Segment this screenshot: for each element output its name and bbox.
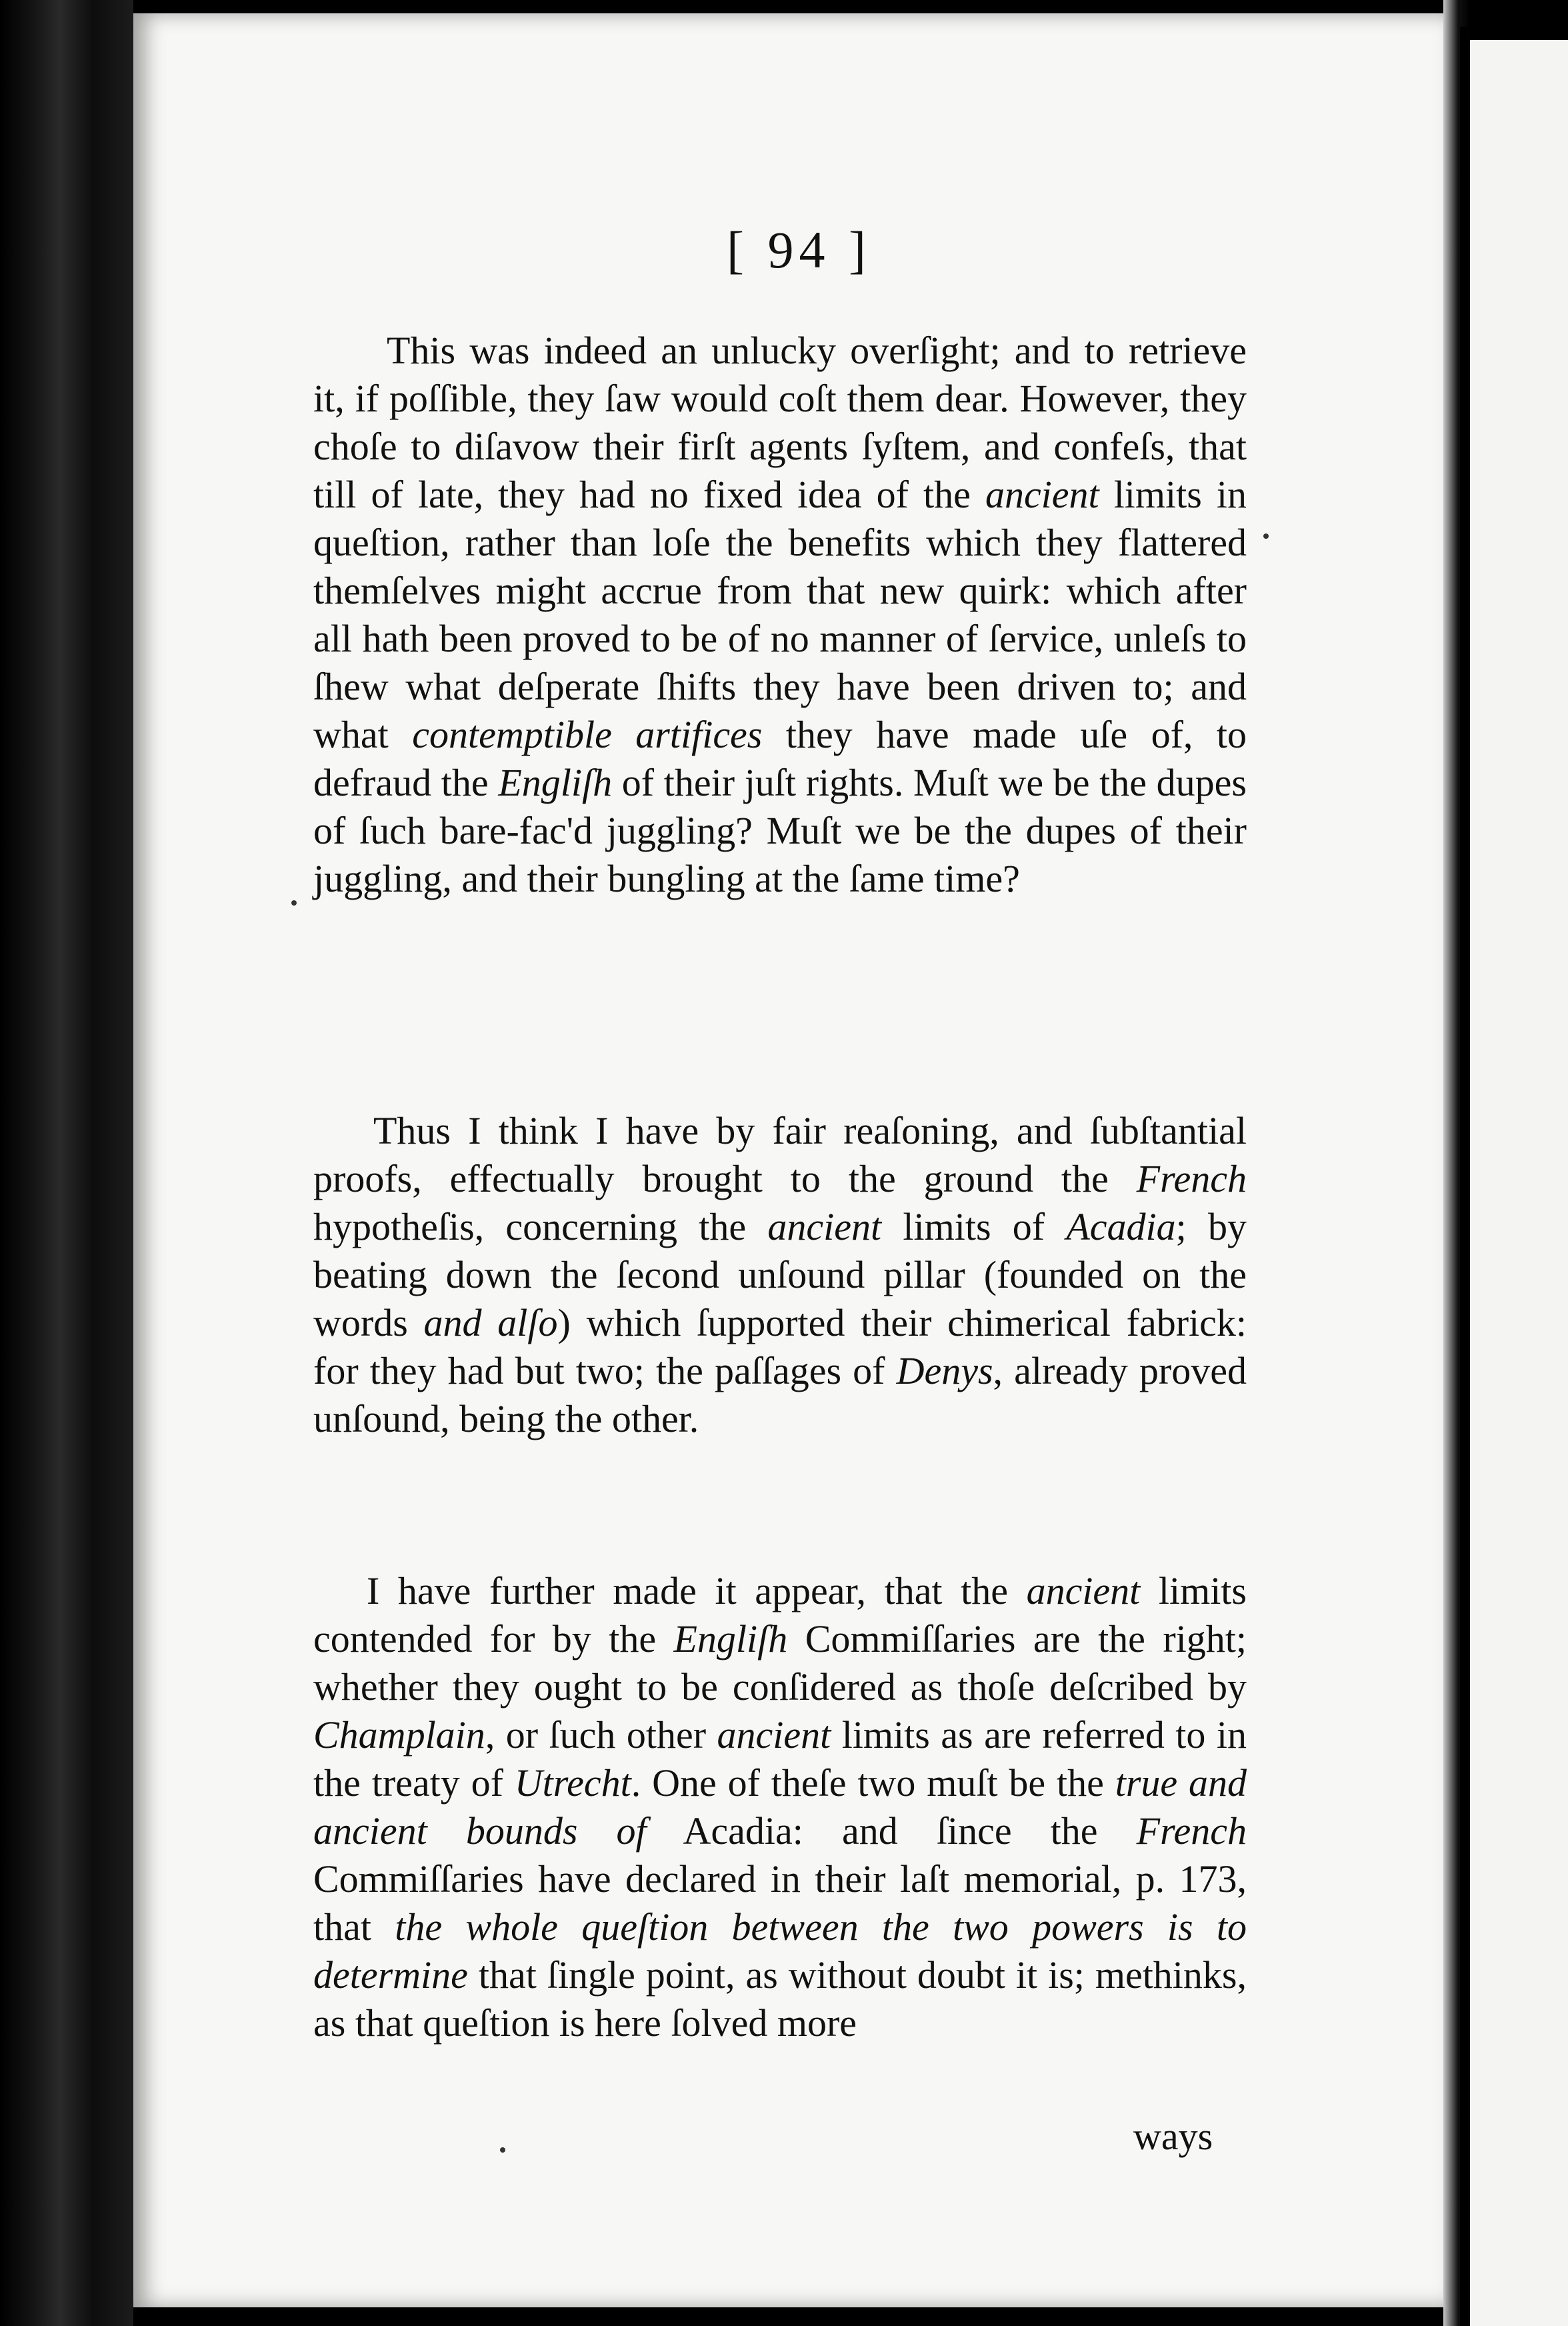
text-run: limits as are referred to in the treaty of [313,1713,1247,1805]
italic-run: ancient [767,1205,882,1248]
text-run: that ſingle point, as without doubt it is; methinks, as that queſtion is here ſolved more [313,1953,1247,2045]
text-run: ; by beating down the ſecond unſound pillar (founded on the words [313,1205,1247,1344]
facing-page-edge [1470,40,1568,2326]
text-run: Commiſſaries are the right; whether they ought to be conſidered as thoſe deſcribed by [313,1617,1247,1708]
text-run: ) which ſupported their chimerical fabrick: for they had but two; the paſſages of [313,1301,1247,1392]
text-run: , or ſuch other [485,1713,717,1757]
italic-run: French [1136,1157,1247,1200]
paragraph-2 [313,1107,1247,1443]
italic-run: Denys [896,1349,993,1392]
italic-run: Utrecht [514,1761,631,1805]
italic-run: true and ancient bounds of [313,1761,1247,1853]
paragraph-1 [313,327,1247,903]
gutter-divider [1460,27,1468,2326]
book-binding [0,0,133,2326]
text-run: of their juſt rights. Muſt we be the dupes of ſuch bare-fac'd juggling? Muſt we be the dupes of their juggling, and their bungling at the ſame time? [313,761,1247,900]
italic-run: Engliſh [673,1617,788,1660]
text-run: Thus I think I have by fair reaſoning, and ſubſtantial proofs, effectually brought to the ground the [313,1109,1247,1200]
ink-speck [1263,533,1269,539]
italic-run: and alſo [423,1301,558,1344]
italic-run: ancient [717,1713,831,1757]
text-run: Acadia: and ſince the [646,1809,1137,1853]
italic-run: Acadia [1066,1205,1176,1248]
ink-speck [291,900,297,906]
text-run: they have made uſe of, to defraud the [313,713,1247,804]
catchword: ways [1133,2115,1213,2158]
text-run: Commiſſaries have declared in their laſt memorial, p. 173, that [313,1857,1247,1949]
italic-run: French [1136,1809,1247,1853]
text-run: limits in queſtion, rather than loſe the benefits which they flattered themſelves might accrue from that new quirk: which after all hath been proved to be of no manner of ſervice, unleſs to ſhew what deſperate ſhifts they have been driven to; and what [313,473,1247,756]
ink-speck [500,2147,505,2153]
page-number: [ 94 ] [727,221,871,279]
text-run: This was indeed an unlucky overſight; and to retrieve it, if poſſible, they ſaw would coſt them dear. However, they choſe to diſavow their firſt agents ſyſtem, and confeſs, that till of late, they had no fixed idea of the [313,329,1247,516]
italic-run: ancient [985,473,1099,516]
italic-run: ancient [1026,1569,1141,1612]
italic-run: the whole queſtion between the two powers is to determine [313,1905,1247,1997]
italic-run: Champlain [313,1713,485,1757]
text-run: . One of theſe two muſt be the [631,1761,1115,1805]
paragraph-3 [313,1567,1247,2047]
italic-run: contemptible artifices [412,713,763,756]
text-run: I have further made it appear, that the [367,1569,1027,1612]
text-run: limits contended for by the [313,1569,1247,1660]
text-run: , already proved unſound, being the other. [313,1349,1247,1440]
text-run: hypotheſis, concerning the [313,1205,768,1248]
italic-run: Engliſh [498,761,613,804]
text-run: limits of [881,1205,1067,1248]
